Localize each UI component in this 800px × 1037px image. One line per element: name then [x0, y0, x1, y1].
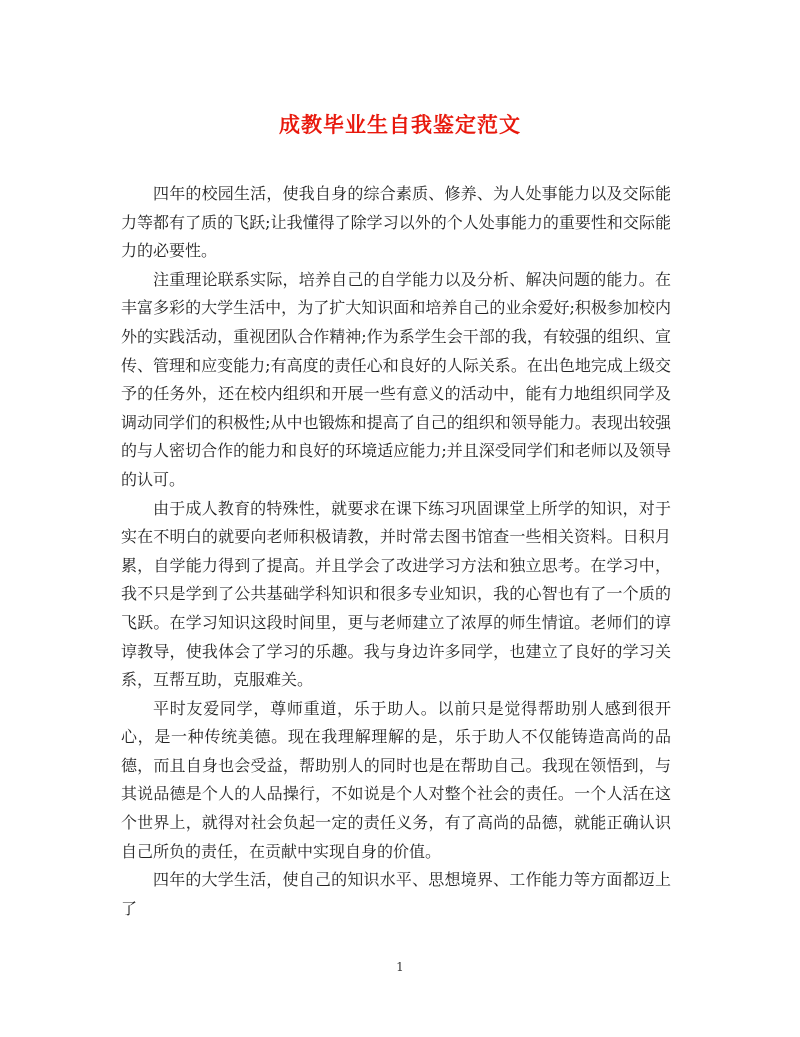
paragraph-5: 四年的大学生活，使自己的知识水平、思想境界、工作能力等方面都迈上了	[121, 870, 671, 918]
paragraph-3: 由于成人教育的特殊性，就要求在课下练习巩固课堂上所学的知识，对于实在不明白的就要向老师积极请教，并时常去图书馆查一些相关资料。日积月累，自学能力得到了提高。并且学会了改进学习方法和独立思考。在学习中，我不只是学到了公共基础学科知识和很多专业知识，我的心智也有了一个质的飞跃。在学习知识这段时间里，更与老师建立了浓厚的师生情谊。老师们的谆谆教导，使我体会了学习的乐趣。我与身边许多同学，也建立了良好的学习关系，互帮互助，克服难关。	[121, 498, 671, 690]
paragraph-4: 平时友爱同学，尊师重道，乐于助人。以前只是觉得帮助别人感到很开心，是一种传统美德。现在我理解理解的是，乐于助人不仅能铸造高尚的品德，而且自身也会受益，帮助别人的同时也是在帮助自己。我现在领悟到，与其说品德是个人的人品操行，不如说是个人对整个社会的责任。一个人活在这个世界上，就得对社会负起一定的责任义务，有了高尚的品德，就能正确认识自己所负的责任，在贡献中实现自身的价值。	[121, 698, 671, 861]
document-title: 成教毕业生自我鉴定范文	[279, 113, 521, 137]
paragraph-2: 注重理论联系实际，培养自己的自学能力以及分析、解决问题的能力。在丰富多彩的大学生活中，为了扩大知识面和培养自己的业余爱好;积极参加校内外的实践活动，重视团队合作精神;作为系学生会干部的我，有较强的组织、宣传、管理和应变能力;有高度的责任心和良好的人际关系。在出色地完成上级交予的任务外，还在校内组织和开展一些有意义的活动中，能有力地组织同学及调动同学们的积极性;从中也锻炼和提高了自己的组织和领导能力。表现出较强的与人密切合作的能力和良好的环境适应能力;并且深受同学们和老师以及领导的认可。	[121, 269, 671, 489]
paragraph-1: 四年的校园生活，使我自身的综合素质、修养、为人处事能力以及交际能力等都有了质的飞跃;让我懂得了除学习以外的个人处事能力的重要性和交际能力的必要性。	[121, 184, 671, 261]
document-body	[121, 180, 671, 923]
page-number: 1	[396, 960, 404, 974]
